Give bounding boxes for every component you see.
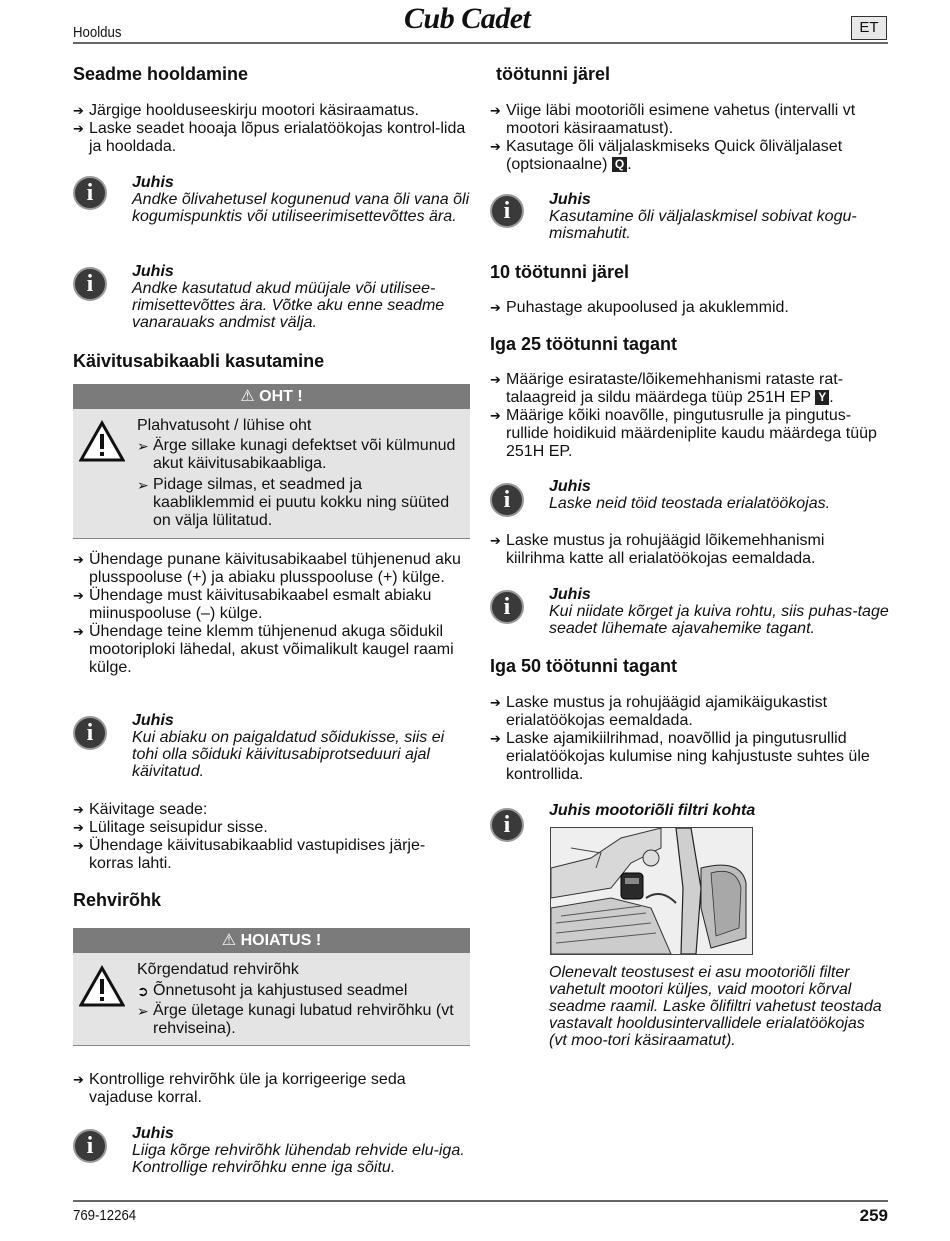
list-item: ➔ Laske seadet hooaja lõpus erialatöökojas kontrol-lida ja hooldada. <box>73 120 466 155</box>
warning-triangle-icon <box>79 965 125 1007</box>
info-icon: i <box>73 1129 107 1163</box>
list-item: ➔ Kasutage õli väljalaskmiseks Quick õliväljalaset (optsionaalne) Q . <box>490 138 843 173</box>
arrow-icon: ➔ <box>490 139 501 154</box>
info-icon: i <box>73 267 107 301</box>
footer-divider <box>73 1200 888 1202</box>
bullet-list <box>490 532 885 568</box>
info-icon: i <box>73 716 107 750</box>
list-item: ➔ Viige läbi mootoriõli esimene vahetus (intervalli vt mootori käsiraamatust). <box>490 102 856 137</box>
list-item: ➔ Järgige hoolduseeskirju mootori käsiraamatus. <box>73 102 419 119</box>
header-section-title: Hooldus <box>73 24 122 41</box>
section-title: töötunni järel <box>496 64 610 84</box>
warning-consequence: ➲ Õnnetusoht ja kahjustused seadmel <box>137 982 408 999</box>
arrow-icon: ➔ <box>490 372 501 387</box>
section-title: Iga 50 töötunni tagant <box>490 656 677 676</box>
info-icon: i <box>490 590 524 624</box>
arrow-icon: ➔ <box>490 695 501 710</box>
arrow-icon: ➔ <box>73 802 84 817</box>
list-item: ➔ Lülitage seisupidur sisse. <box>73 819 268 836</box>
list-item: ➔ Ühendage teine klemm tühjenenud akuga sõidukil mootoriploki lähedal, akust võimalikult kaugel raami külge. <box>73 623 454 676</box>
section-title: Käivitusabikaabli kasutamine <box>73 351 325 371</box>
bullet-list <box>73 102 468 156</box>
engine-photo-illustration <box>551 828 752 954</box>
info-icon: i <box>73 176 107 210</box>
bullet-list <box>490 371 880 461</box>
warning-item: ➢ Ärge sillake kunagi defektset või külmunud akut käivitusabikaabliga. <box>137 437 456 472</box>
arrow-icon: ➔ <box>73 838 84 853</box>
list-item: ➔ Laske mustus ja rohujäägid ajamikäigukastist erialatöökojas eemaldada. <box>490 694 828 729</box>
info-icon: i <box>490 808 524 842</box>
arrow-icon: ➔ <box>73 588 84 603</box>
bullet-list <box>490 102 885 174</box>
warning-item: ➢ Pidage silmas, et seadmed ja kaabliklemmid ei puutu kokku ning süüted on välja lülitatud. <box>137 476 450 529</box>
warning-text: Kõrgendatud rehvirõhk <box>137 961 299 978</box>
list-item: ➔ Kontrollige rehvirõhk üle ja korrigeerige seda vajaduse korral. <box>73 1071 406 1106</box>
arrow-icon: ➔ <box>490 300 501 315</box>
warning-bar: ⚠ HOIATUS ! <box>73 928 470 953</box>
arrow-icon: ➔ <box>490 533 501 548</box>
section-title: Seadme hooldamine <box>73 64 249 84</box>
bullet-list <box>490 694 885 784</box>
list-item: ➔ Käivitage seade: <box>73 801 208 818</box>
language-badge: ET <box>851 16 887 40</box>
warning-icon: ⚠ <box>240 388 255 405</box>
caution-warning-box <box>73 928 470 1046</box>
list-item: ➔ Ühendage must käivitusabikaabel esmalt abiaku miinuspooluse (–) külge. <box>73 587 432 622</box>
arrow-icon: ➔ <box>73 121 84 136</box>
list-item: ➔ Määrige esirataste/lõikemehhanismi rataste rat-talaagreid ja sildu määrdega tüüp 251H EP Y . <box>490 371 844 406</box>
arrow-icon: ➔ <box>73 1072 84 1087</box>
bullet-list <box>73 1071 468 1107</box>
section-title: Iga 25 töötunni tagant <box>490 334 677 354</box>
info-icon: i <box>490 483 524 517</box>
arrow-icon: ➔ <box>490 103 501 118</box>
figure-ref-badge: Y <box>815 390 829 405</box>
bullet-list <box>73 801 468 873</box>
list-item: ➔ Laske mustus ja rohujäägid lõikemehhanismi kiilrihma katte all erialatöökojas eemaldada. <box>490 532 825 567</box>
warning-bar: ⚠ OHT ! <box>73 384 470 409</box>
arrow-icon: ➔ <box>73 624 84 639</box>
list-item: ➔ Ühendage käivitusabikaablid vastupidises järje-korras lahti. <box>73 837 426 872</box>
danger-warning-box <box>73 384 470 539</box>
section-title: 10 töötunni järel <box>490 262 630 282</box>
figure-ref-badge: Q <box>612 157 627 172</box>
document-code: 769-12264 <box>73 1207 137 1224</box>
warning-icon: ⚠ <box>221 932 237 949</box>
warning-triangle-icon <box>79 420 125 462</box>
list-item: ➔ Laske ajamikiilrihmad, noavõllid ja pingutusrullid erialatöökojas kulumise ning kahjustuste suhtes üle kontrollida. <box>490 730 870 783</box>
arrow-icon: ➔ <box>73 552 84 567</box>
header-divider <box>73 42 888 44</box>
list-item: ➔ Puhastage akupoolused ja akuklemmid. <box>490 299 789 316</box>
warning-item: ➢ Ärge ületage kunagi lubatud rehvirõhku (vt rehviseina). <box>137 1002 454 1037</box>
warning-text: Plahvatusoht / lühise oht <box>137 417 312 434</box>
list-item: ➔ Määrige kõiki noavõlle, pingutusrulle ja pingutus-rullide hoidikuid määrdeniplite kaudu määrdega tüüp 251H EP. <box>490 407 877 460</box>
page-number: 259 <box>859 1206 888 1225</box>
info-icon: i <box>490 194 524 228</box>
arrow-icon: ➔ <box>490 731 501 746</box>
arrow-icon: ➔ <box>490 408 501 423</box>
bullet-list <box>73 551 468 677</box>
bullet-list <box>490 299 885 317</box>
section-title: Rehvirõhk <box>73 890 162 910</box>
list-item: ➔ Ühendage punane käivitusabikaabel tühjenenud aku plusspooluse (+) ja abiaku plusspooluse (+) külge. <box>73 551 461 586</box>
oil-filter-photo <box>550 827 753 955</box>
brand-logo: Cub Cadet <box>404 2 531 35</box>
arrow-icon: ➔ <box>73 103 84 118</box>
arrow-icon: ➔ <box>73 820 84 835</box>
